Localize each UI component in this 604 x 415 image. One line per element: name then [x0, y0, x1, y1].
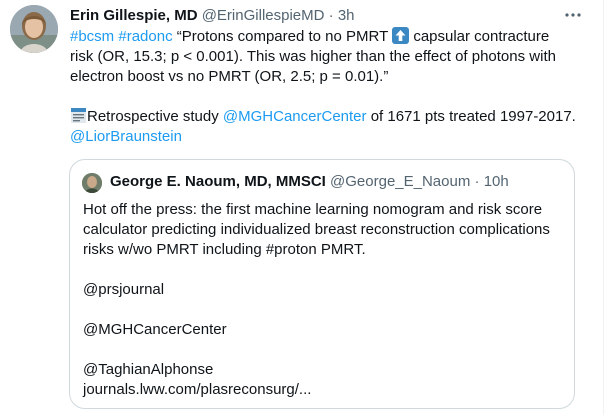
- quoted-line: [83, 300, 563, 320]
- quoted-header-separator: ·: [474, 173, 480, 190]
- tweet-text: Retrospective study: [87, 108, 219, 125]
- tweet-line: [70, 127, 585, 147]
- quoted-line: Hot off the press: the first machine learning nomogram and risk score: [83, 201, 543, 218]
- hashtag-bcsm[interactable]: #bcsm: [70, 28, 115, 45]
- quoted-author-avatar[interactable]: [82, 173, 102, 193]
- tweet-timestamp[interactable]: 3h: [337, 7, 355, 24]
- tweet-line: electron boost vs no PMRT (OR, 2.5; p = 0.01).”: [70, 68, 389, 85]
- quoted-line: journals.lww.com/plasreconsurg/...: [83, 381, 312, 398]
- tweet-line: risk (OR, 15.3; p < 0.001). This was higher than the effect of photons with: [70, 48, 556, 65]
- author-handle[interactable]: @ErinGillespieMD: [201, 7, 325, 24]
- quoted-author-handle[interactable]: @George_E_Naoum: [330, 173, 471, 190]
- author-avatar[interactable]: [10, 5, 58, 53]
- more-options-icon[interactable]: [561, 4, 585, 28]
- tweet-body: [70, 27, 585, 147]
- quoted-line: @TaghianAlphonse: [83, 361, 214, 378]
- up-arrow-icon: [392, 27, 409, 44]
- mention-liorbraunstein[interactable]: @LiorBraunstein: [70, 128, 182, 145]
- tweet-header: [70, 6, 355, 26]
- quoted-body: [83, 200, 563, 400]
- quoted-line: [83, 340, 563, 360]
- quoted-author-name[interactable]: George E. Naoum, MD, MMSCI: [110, 173, 326, 190]
- quoted-line: risks w/wo PMRT including #proton PMRT.: [83, 241, 366, 258]
- mention-mghcancercenter[interactable]: @MGHCancerCenter: [222, 108, 367, 125]
- quoted-tweet[interactable]: [69, 159, 575, 409]
- quoted-line: [83, 260, 563, 280]
- hashtag-radonc[interactable]: #radonc: [118, 28, 173, 45]
- header-separator: ·: [328, 7, 334, 24]
- quoted-header: [110, 172, 509, 192]
- tweet-line: [70, 107, 585, 127]
- tweet-text: capsular contracture: [413, 28, 550, 45]
- tweet-text: “Protons compared to no PMRT: [176, 28, 388, 45]
- tweet-line: [70, 27, 585, 47]
- quoted-line: @MGHCancerCenter: [83, 321, 227, 338]
- quoted-line: @prsjournal: [83, 281, 165, 298]
- tweet-text: of 1671 pts treated 1997-2017.: [370, 108, 576, 125]
- author-avatar-image: [10, 5, 58, 53]
- author-name[interactable]: Erin Gillespie, MD: [70, 7, 198, 24]
- quoted-line: calculator predicting individualized breast reconstruction complications: [83, 221, 550, 238]
- document-icon: [70, 107, 87, 124]
- quoted-timestamp[interactable]: 10h: [483, 173, 509, 190]
